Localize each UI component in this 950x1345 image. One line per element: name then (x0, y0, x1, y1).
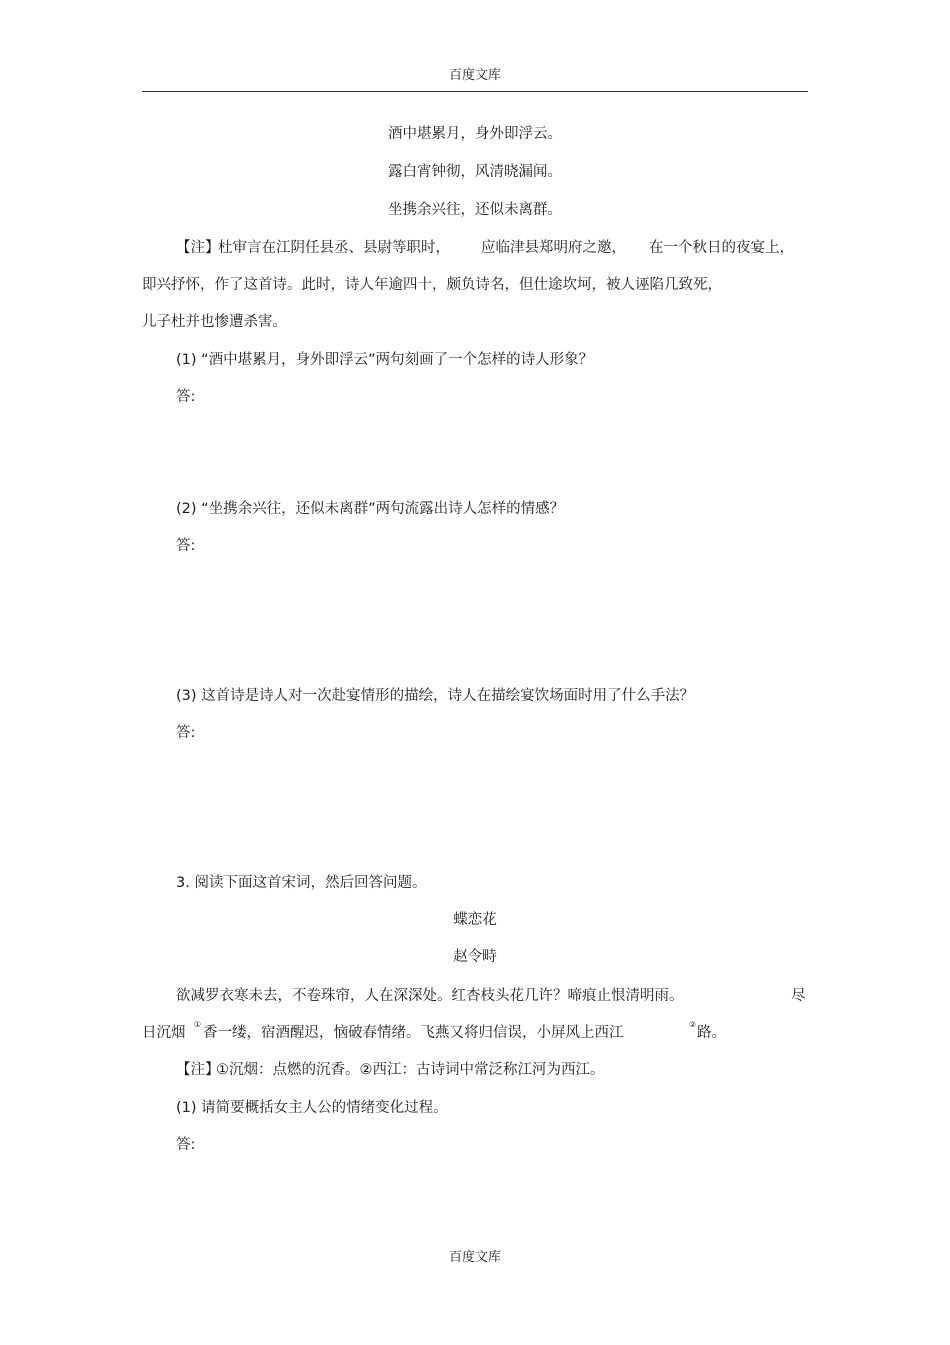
page-footer: 百度文库 (448, 1250, 501, 1265)
note-line-2: 即兴抒怀，作了这首诗。此时，诗人年逾四十，颇负诗名，但仕途坎坷，被人诬陷几致死， (142, 277, 722, 293)
ci-note-text: ①沉烟：点燃的沉香。②西江：古诗词中常泛称江河为西江。 (216, 1062, 605, 1078)
poem-line-1: 酒中堪累月，身外即浮云。 (388, 126, 562, 142)
answer-label-2: 答: (176, 538, 196, 554)
note-line-1c: 在一个秋日的夜宴上， (649, 240, 794, 256)
footnote-mark-2: ② (689, 1020, 697, 1029)
section-3-heading: 3. 阅读下面这首宋词，然后回答问题。 (176, 875, 427, 891)
answer-label-3: 答: (176, 725, 196, 741)
poem-line-3: 坐携余兴往，还似未离群。 (388, 202, 562, 218)
header-divider (142, 91, 808, 92)
note-line-1b: 应临津县郑明府之邀， (481, 240, 626, 256)
ci-body-line-2-mid: 香一缕，宿酒醒迟，恼破春情绪。飞燕又将归信误，小屏风上西江 (203, 1025, 624, 1041)
question-2: (2) “坐携余兴往，还似未离群”两句流露出诗人怎样的情感？ (176, 501, 565, 517)
ci-title: 蝶恋花 (453, 912, 497, 928)
section-3-question-1: (1) 请简要概括女主人公的情绪变化过程。 (176, 1100, 448, 1116)
page-header: 百度文库 (448, 68, 501, 83)
note-line-1a: 杜审言在江阴任县丞、县尉等职时， (218, 240, 450, 256)
ci-note-tag: 【注】 (176, 1062, 220, 1078)
question-1: (1) “酒中堪累月，身外即浮云”两句刻画了一个怎样的诗人形象？ (176, 352, 594, 368)
ci-body-line-2-end: 路。 (697, 1025, 726, 1041)
note-line-3: 儿子杜并也惨遭杀害。 (142, 314, 287, 330)
answer-label-1: 答: (176, 389, 196, 405)
footnote-mark-1: ① (194, 1020, 202, 1029)
ci-author: 赵令畤 (453, 949, 497, 965)
poem-line-2: 露白宵钟彻，风清晓漏闻。 (388, 164, 562, 180)
note-tag: 【注】 (176, 240, 220, 256)
ci-body-line-1-end: 尽 (791, 988, 806, 1004)
ci-body-line-1: 欲减罗衣寒未去，不卷珠帘，人在深深处。红杏枝头花几许？啼痕止恨清明雨。 (176, 988, 684, 1004)
section-3-answer-label: 答: (176, 1137, 196, 1153)
question-3: (3) 这首诗是诗人对一次赴宴情形的描绘，诗人在描绘宴饮场面时用了什么手法？ (176, 688, 695, 704)
ci-body-line-2-start: 日沉烟 (142, 1025, 186, 1041)
